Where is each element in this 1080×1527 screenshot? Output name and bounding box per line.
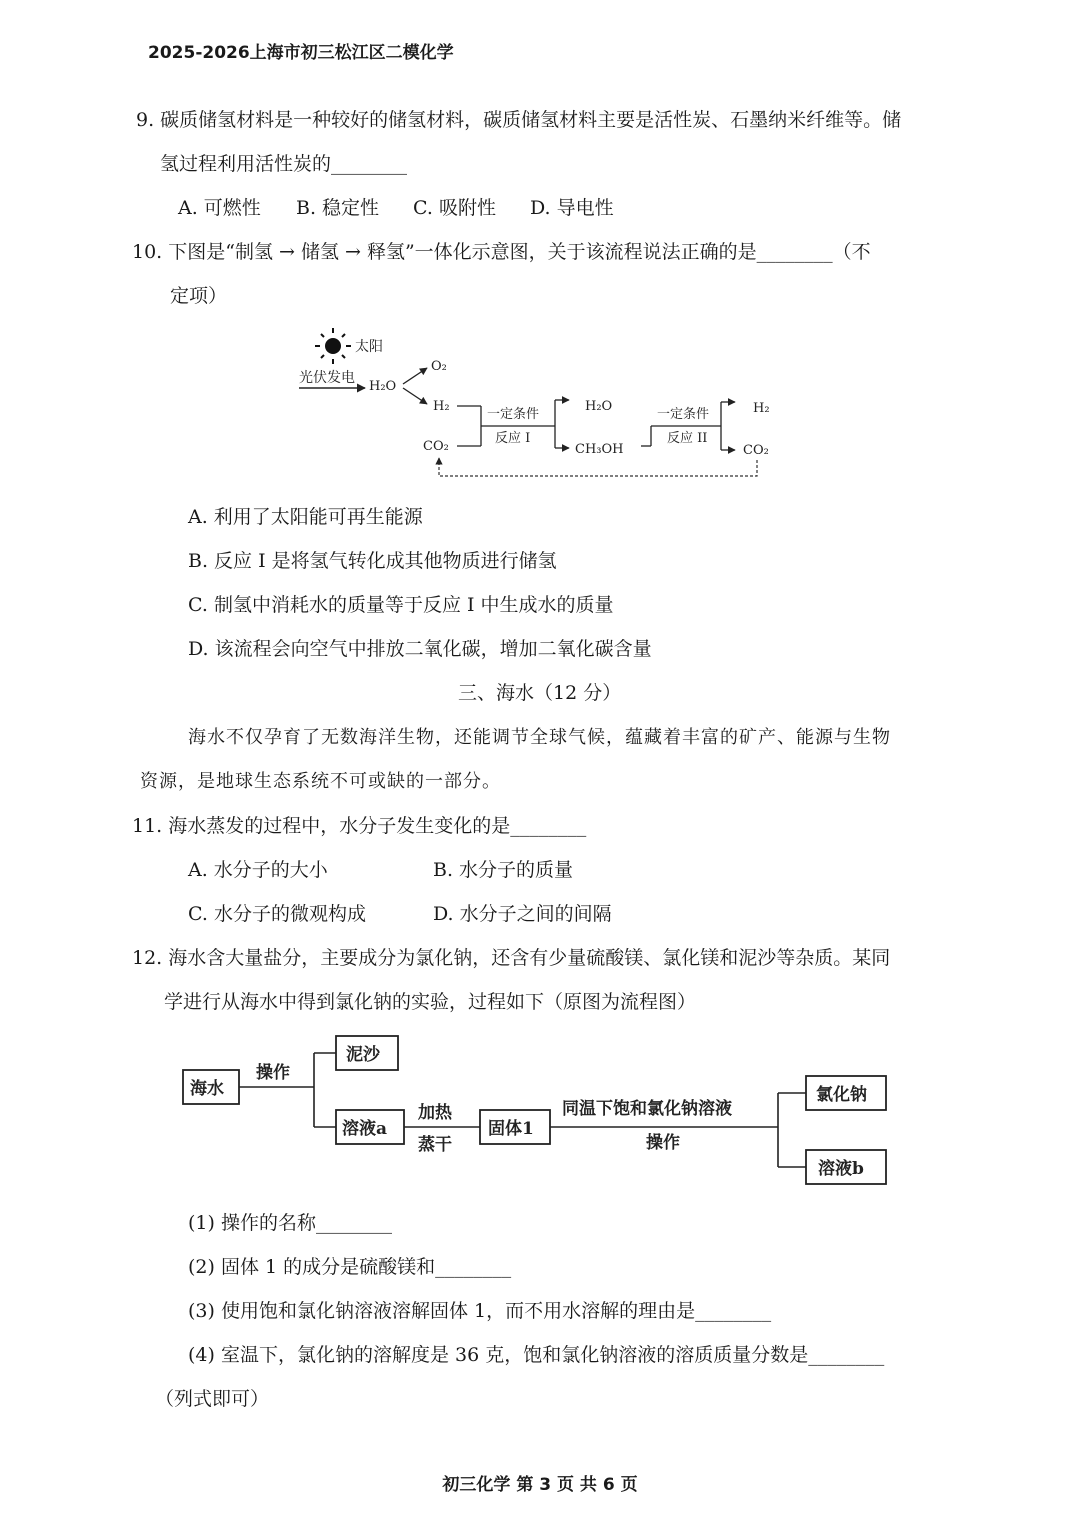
label-op2: 操作 [646,1133,680,1153]
hydrogen-flow-diagram [295,322,790,482]
label-reaction1: 反应 I [495,431,531,446]
label-saturated: 同温下饱和氯化钠溶液 [562,1099,732,1119]
label-co2-in: CO₂ [423,439,449,454]
section-title: 三、海水（12 分） [458,682,622,704]
box-seawater: 海水 [190,1079,224,1099]
q10-stem-line1: 10. 下图是“制氢 → 储氢 → 释氢”一体化示意图，关于该流程说法正确的是________（不 [132,241,871,263]
label-sun: 太阳 [355,339,383,355]
label-o2: O₂ [431,359,447,374]
q12-sub4: (4) 室温下，氯化钠的溶解度是 36 克，饱和氯化钠溶液的溶质质量分数是________ [188,1344,885,1366]
q10-option-c: C. 制氢中消耗水的质量等于反应 I 中生成水的质量 [188,594,614,616]
label-h2: H₂ [433,399,450,414]
q12-sub1: (1) 操作的名称________ [188,1212,392,1234]
box-sand: 泥沙 [346,1045,380,1065]
label-op1: 操作 [256,1063,290,1083]
q11-option-d: D. 水分子之间的间隔 [433,903,612,925]
q11-stem: 11. 海水蒸发的过程中，水分子发生变化的是________ [132,815,587,837]
page-footer: 初三化学 第 3 页 共 6 页 [442,1475,638,1495]
q10-option-d: D. 该流程会向空气中排放二氧化碳，增加二氧化碳含量 [188,638,652,660]
q12-tail: （列式即可） [155,1388,270,1410]
q11-option-b: B. 水分子的质量 [433,859,574,881]
label-cond1: 一定条件 [487,407,540,422]
q9-option-a: A. 可燃性 [178,197,261,219]
label-pv: 光伏发电 [299,370,355,386]
label-cond2: 一定条件 [657,407,710,422]
sun-icon [315,328,351,364]
box-solution-b: 溶液b [818,1159,864,1179]
q9-stem-line2: 氢过程利用活性炭的________ [160,153,408,175]
label-h2o-in: H₂O [369,379,397,394]
q11-option-c: C. 水分子的微观构成 [188,903,366,925]
page-header: 2025-2026上海市初三松江区二模化学 [148,43,454,63]
label-h2o-mid: H₂O [585,399,613,414]
q11-option-a: A. 水分子的大小 [188,859,328,881]
q9-option-c: C. 吸附性 [413,197,496,219]
q9-option-d: D. 导电性 [530,197,614,219]
q12-stem-line2: 学进行从海水中得到氯化钠的实验，过程如下（原图为流程图） [164,991,697,1013]
q10-option-a: A. 利用了太阳能可再生能源 [188,506,423,528]
label-evaporate: 蒸干 [418,1135,452,1155]
box-solid1: 固体1 [488,1119,534,1139]
q12-sub2: (2) 固体 1 的成分是硫酸镁和________ [188,1256,512,1278]
q10-option-b: B. 反应 I 是将氢气转化成其他物质进行储氢 [188,550,557,572]
q12-stem-line1: 12. 海水含大量盐分，主要成分为氯化钠，还含有少量硫酸镁、氯化镁和泥沙等杂质。某同 [132,947,891,969]
label-ch3oh: CH₃OH [575,442,624,457]
label-reaction2: 反应 II [667,431,708,446]
box-solution-a: 溶液a [342,1119,388,1139]
section-intro-line2: 资源，是地球生态系统不可或缺的一部分。 [140,771,501,792]
q12-sub3: (3) 使用饱和氯化钠溶液溶解固体 1，而不用水溶解的理由是________ [188,1300,772,1322]
q9-option-b: B. 稳定性 [296,197,380,219]
box-nacl: 氯化钠 [816,1085,867,1105]
label-co2-out: CO₂ [743,443,769,458]
section-intro-line1: 海水不仅孕育了无数海洋生物，还能调节全球气候，蕴藏着丰富的矿产、能源与生物 [188,727,891,748]
q9-stem-line1: 9. 碳质储氢材料是一种较好的储氢材料，碳质储氢材料主要是活性炭、石墨纳米纤维等。储 [136,109,902,131]
label-heat: 加热 [418,1103,452,1123]
q10-stem-line2: 定项） [170,285,228,307]
seawater-flow-diagram [178,1028,894,1190]
label-h2-out: H₂ [753,401,770,416]
